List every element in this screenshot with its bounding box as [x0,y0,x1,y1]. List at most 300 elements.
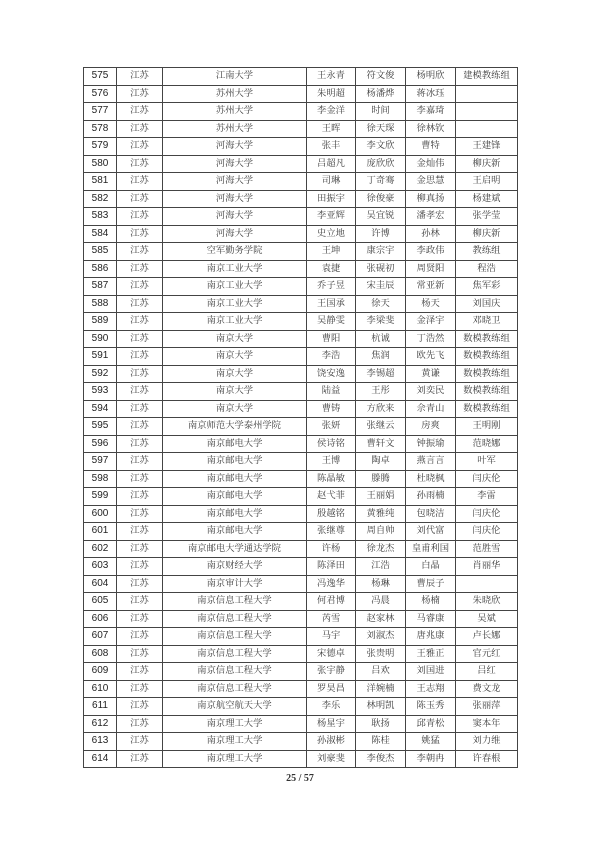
row-number-cell: 614 [84,750,117,768]
province-cell: 江苏 [117,488,163,506]
advisor-cell: 叶军 [456,453,518,471]
member-3-cell: 刘代富 [406,523,456,541]
school-cell: 江南大学 [163,68,307,86]
member-2-cell: 许博 [356,225,406,243]
school-cell: 河海大学 [163,138,307,156]
member-3-cell: 黄谦 [406,365,456,383]
school-cell: 南京审计大学 [163,575,307,593]
table-row [84,155,518,173]
school-cell: 苏州大学 [163,103,307,121]
province-cell: 江苏 [117,120,163,138]
school-cell: 南京邮电大学 [163,470,307,488]
member-2-cell: 王丽娟 [356,488,406,506]
member-1-cell: 张丰 [307,138,356,156]
row-number-cell: 578 [84,120,117,138]
province-cell: 江苏 [117,400,163,418]
table-row [84,295,518,313]
row-number-cell: 611 [84,698,117,716]
row-number-cell: 605 [84,593,117,611]
row-number-cell: 612 [84,715,117,733]
member-3-cell: 潘孝宏 [406,208,456,226]
member-1-cell: 刘豪斐 [307,750,356,768]
advisor-cell: 肖丽华 [456,558,518,576]
advisor-cell [456,103,518,121]
province-cell: 江苏 [117,558,163,576]
advisor-cell: 吕红 [456,663,518,681]
row-number-cell: 580 [84,155,117,173]
advisor-cell: 数模教练组 [456,400,518,418]
advisor-cell: 刘力维 [456,733,518,751]
row-number-cell: 613 [84,733,117,751]
member-1-cell: 宋德卓 [307,645,356,663]
member-1-cell: 李浩 [307,348,356,366]
province-cell: 江苏 [117,68,163,86]
member-2-cell: 时间 [356,103,406,121]
member-1-cell: 张宇静 [307,663,356,681]
row-number-cell: 577 [84,103,117,121]
advisor-cell: 卢长娜 [456,628,518,646]
member-3-cell: 欧先飞 [406,348,456,366]
school-cell: 苏州大学 [163,85,307,103]
table-row [84,243,518,261]
member-2-cell: 耿扬 [356,715,406,733]
member-1-cell: 冯逸华 [307,575,356,593]
advisor-cell: 张丽萍 [456,698,518,716]
school-cell: 南京信息工程大学 [163,593,307,611]
advisor-cell: 闫庆伦 [456,505,518,523]
member-2-cell: 洋婉楠 [356,680,406,698]
province-cell: 江苏 [117,313,163,331]
table-row [84,330,518,348]
member-1-cell: 张妍 [307,418,356,436]
member-2-cell: 李俊杰 [356,750,406,768]
table-row [84,400,518,418]
advisor-cell: 数模教练组 [456,383,518,401]
school-cell: 南京理工大学 [163,733,307,751]
member-1-cell: 侯诗铭 [307,435,356,453]
province-cell: 江苏 [117,540,163,558]
province-cell: 江苏 [117,575,163,593]
table-row [84,313,518,331]
row-number-cell: 591 [84,348,117,366]
member-1-cell: 史立地 [307,225,356,243]
row-number-cell: 585 [84,243,117,261]
row-number-cell: 602 [84,540,117,558]
row-number-cell: 600 [84,505,117,523]
school-cell: 南京大学 [163,330,307,348]
member-3-cell: 陈玉秀 [406,698,456,716]
member-2-cell: 杨琳 [356,575,406,593]
member-3-cell: 金灿伟 [406,155,456,173]
province-cell: 江苏 [117,208,163,226]
row-number-cell: 607 [84,628,117,646]
row-number-cell: 588 [84,295,117,313]
member-1-cell: 许杨 [307,540,356,558]
member-2-cell: 江浩 [356,558,406,576]
member-3-cell: 金思慧 [406,173,456,191]
school-cell: 南京邮电大学通达学院 [163,540,307,558]
member-1-cell: 王博 [307,453,356,471]
province-cell: 江苏 [117,453,163,471]
table-row [84,470,518,488]
member-3-cell: 包晓洁 [406,505,456,523]
table-row [84,628,518,646]
member-3-cell: 佘青山 [406,400,456,418]
table-row [84,120,518,138]
member-1-cell: 殷越铭 [307,505,356,523]
advisor-cell: 邓晓卫 [456,313,518,331]
province-cell: 江苏 [117,418,163,436]
member-3-cell: 皇甫利国 [406,540,456,558]
row-number-cell: 595 [84,418,117,436]
row-number-cell: 597 [84,453,117,471]
province-cell: 江苏 [117,470,163,488]
member-3-cell: 孙林 [406,225,456,243]
member-1-cell: 张继尊 [307,523,356,541]
member-1-cell: 乔子昱 [307,278,356,296]
province-cell: 江苏 [117,278,163,296]
school-cell: 苏州大学 [163,120,307,138]
member-2-cell: 李锡超 [356,365,406,383]
member-1-cell: 王晖 [307,120,356,138]
member-2-cell: 焦润 [356,348,406,366]
table-row [84,225,518,243]
member-2-cell: 张砚初 [356,260,406,278]
table-row [84,523,518,541]
member-2-cell: 黄雅纯 [356,505,406,523]
member-3-cell: 刘奕民 [406,383,456,401]
advisor-cell [456,120,518,138]
member-3-cell: 白晶 [406,558,456,576]
member-2-cell: 吕欢 [356,663,406,681]
advisor-cell: 王明刚 [456,418,518,436]
province-cell: 江苏 [117,523,163,541]
province-cell: 江苏 [117,680,163,698]
province-cell: 江苏 [117,330,163,348]
school-cell: 南京工业大学 [163,260,307,278]
advisor-cell: 官元红 [456,645,518,663]
member-2-cell: 徐俊豪 [356,190,406,208]
member-2-cell: 吴宜锐 [356,208,406,226]
member-1-cell: 曹阳 [307,330,356,348]
table-row [84,540,518,558]
school-cell: 南京理工大学 [163,715,307,733]
member-2-cell: 符文俊 [356,68,406,86]
province-cell: 江苏 [117,505,163,523]
member-3-cell: 徐林钦 [406,120,456,138]
province-cell: 江苏 [117,225,163,243]
advisor-cell: 费文龙 [456,680,518,698]
member-3-cell: 周贤阳 [406,260,456,278]
member-3-cell: 邱青松 [406,715,456,733]
advisor-cell: 建模教练组 [456,68,518,86]
row-number-cell: 596 [84,435,117,453]
member-2-cell: 陈桂 [356,733,406,751]
member-1-cell: 袁捷 [307,260,356,278]
member-1-cell: 马宇 [307,628,356,646]
province-cell: 江苏 [117,733,163,751]
team-roster-table [83,67,518,768]
table-row [84,680,518,698]
row-number-cell: 592 [84,365,117,383]
school-cell: 南京信息工程大学 [163,645,307,663]
member-3-cell: 丁浩然 [406,330,456,348]
school-cell: 南京大学 [163,400,307,418]
advisor-cell [456,575,518,593]
member-3-cell: 房爽 [406,418,456,436]
school-cell: 南京信息工程大学 [163,610,307,628]
row-number-cell: 583 [84,208,117,226]
member-2-cell: 庞欣欣 [356,155,406,173]
member-2-cell: 周自帅 [356,523,406,541]
advisor-cell: 范胜雪 [456,540,518,558]
table-row [84,190,518,208]
member-3-cell: 燕言言 [406,453,456,471]
table-row [84,138,518,156]
member-3-cell: 李政伟 [406,243,456,261]
advisor-cell: 朱晓欣 [456,593,518,611]
table-row [84,593,518,611]
school-cell: 南京师范大学泰州学院 [163,418,307,436]
advisor-cell: 程浩 [456,260,518,278]
member-1-cell: 曹铸 [307,400,356,418]
province-cell: 江苏 [117,155,163,173]
member-3-cell: 李朝冉 [406,750,456,768]
table-row [84,208,518,226]
member-2-cell: 王彤 [356,383,406,401]
row-number-cell: 586 [84,260,117,278]
table-row [84,610,518,628]
school-cell: 南京航空航天大学 [163,698,307,716]
member-1-cell: 吴静雯 [307,313,356,331]
member-3-cell: 李嘉琦 [406,103,456,121]
member-2-cell: 林明凯 [356,698,406,716]
member-2-cell: 赵家林 [356,610,406,628]
table-row [84,278,518,296]
member-2-cell: 滕腾 [356,470,406,488]
province-cell: 江苏 [117,295,163,313]
province-cell: 江苏 [117,715,163,733]
province-cell: 江苏 [117,593,163,611]
member-2-cell: 宋圭辰 [356,278,406,296]
row-number-cell: 590 [84,330,117,348]
member-3-cell: 唐兆康 [406,628,456,646]
member-1-cell: 饶安逸 [307,365,356,383]
member-3-cell: 常亚新 [406,278,456,296]
page-number: 25 / 57 [286,773,314,784]
province-cell: 江苏 [117,103,163,121]
school-cell: 南京工业大学 [163,313,307,331]
member-2-cell: 李文欣 [356,138,406,156]
row-number-cell: 599 [84,488,117,506]
advisor-cell: 李雷 [456,488,518,506]
province-cell: 江苏 [117,610,163,628]
member-1-cell: 李乐 [307,698,356,716]
advisor-cell: 王建锋 [456,138,518,156]
advisor-cell: 王启明 [456,173,518,191]
school-cell: 南京邮电大学 [163,505,307,523]
member-1-cell: 王国承 [307,295,356,313]
member-3-cell: 马睿康 [406,610,456,628]
advisor-cell: 杨建斌 [456,190,518,208]
school-cell: 河海大学 [163,208,307,226]
member-1-cell: 田振宇 [307,190,356,208]
table-row [84,453,518,471]
advisor-cell: 柳庆新 [456,155,518,173]
advisor-cell: 闫庆伦 [456,470,518,488]
table-row [84,558,518,576]
member-2-cell: 徐天琛 [356,120,406,138]
school-cell: 南京大学 [163,365,307,383]
member-1-cell: 孙淑彬 [307,733,356,751]
member-3-cell: 曹辰子 [406,575,456,593]
member-3-cell: 蒋冰珏 [406,85,456,103]
province-cell: 江苏 [117,435,163,453]
member-3-cell: 杨明欣 [406,68,456,86]
province-cell: 江苏 [117,85,163,103]
province-cell: 江苏 [117,348,163,366]
row-number-cell: 608 [84,645,117,663]
province-cell: 江苏 [117,173,163,191]
row-number-cell: 584 [84,225,117,243]
row-number-cell: 589 [84,313,117,331]
row-number-cell: 609 [84,663,117,681]
row-number-cell: 581 [84,173,117,191]
province-cell: 江苏 [117,663,163,681]
table-row [84,488,518,506]
member-2-cell: 曹轩文 [356,435,406,453]
advisor-cell: 窦本年 [456,715,518,733]
member-1-cell: 陈泽田 [307,558,356,576]
member-2-cell: 徐龙杰 [356,540,406,558]
school-cell: 南京工业大学 [163,295,307,313]
province-cell: 江苏 [117,243,163,261]
table-row [84,698,518,716]
row-number-cell: 575 [84,68,117,86]
table-row [84,733,518,751]
member-1-cell: 王坤 [307,243,356,261]
advisor-cell: 吴斌 [456,610,518,628]
table-row [84,645,518,663]
school-cell: 南京邮电大学 [163,453,307,471]
table-row [84,383,518,401]
member-2-cell: 杨潘烨 [356,85,406,103]
table-row [84,68,518,86]
province-cell: 江苏 [117,750,163,768]
advisor-cell: 许春根 [456,750,518,768]
advisor-cell: 教练组 [456,243,518,261]
table-body [84,68,518,768]
member-1-cell: 司琳 [307,173,356,191]
school-cell: 河海大学 [163,173,307,191]
member-2-cell: 杭诚 [356,330,406,348]
school-cell: 南京财经大学 [163,558,307,576]
school-cell: 南京邮电大学 [163,523,307,541]
school-cell: 南京信息工程大学 [163,663,307,681]
school-cell: 河海大学 [163,190,307,208]
member-3-cell: 曹特 [406,138,456,156]
row-number-cell: 579 [84,138,117,156]
school-cell: 南京邮电大学 [163,435,307,453]
row-number-cell: 576 [84,85,117,103]
member-3-cell: 柳真扬 [406,190,456,208]
school-cell: 南京工业大学 [163,278,307,296]
member-3-cell: 刘国进 [406,663,456,681]
school-cell: 南京大学 [163,383,307,401]
row-number-cell: 593 [84,383,117,401]
school-cell: 河海大学 [163,155,307,173]
province-cell: 江苏 [117,365,163,383]
member-1-cell: 何君博 [307,593,356,611]
member-2-cell: 康宗宇 [356,243,406,261]
member-3-cell: 金泽宇 [406,313,456,331]
advisor-cell: 焦军彩 [456,278,518,296]
advisor-cell: 刘国庆 [456,295,518,313]
row-number-cell: 582 [84,190,117,208]
member-1-cell: 朱明超 [307,85,356,103]
province-cell: 江苏 [117,645,163,663]
member-1-cell: 吕超凡 [307,155,356,173]
member-3-cell: 杨楠 [406,593,456,611]
member-3-cell: 杜晓枫 [406,470,456,488]
member-1-cell: 赵弋菲 [307,488,356,506]
school-cell: 空军勤务学院 [163,243,307,261]
advisor-cell: 数模教练组 [456,330,518,348]
row-number-cell: 587 [84,278,117,296]
member-3-cell: 孙雨楠 [406,488,456,506]
school-cell: 南京信息工程大学 [163,628,307,646]
province-cell: 江苏 [117,190,163,208]
row-number-cell: 601 [84,523,117,541]
member-1-cell: 陈晶敏 [307,470,356,488]
member-3-cell: 王志翔 [406,680,456,698]
advisor-cell: 数模教练组 [456,348,518,366]
school-cell: 南京邮电大学 [163,488,307,506]
member-2-cell: 丁奇骞 [356,173,406,191]
member-1-cell: 李亚辉 [307,208,356,226]
member-2-cell: 张贵明 [356,645,406,663]
member-2-cell: 刘淑杰 [356,628,406,646]
member-2-cell: 冯晨 [356,593,406,611]
table-row [84,173,518,191]
row-number-cell: 594 [84,400,117,418]
member-1-cell: 杨星宇 [307,715,356,733]
table-row [84,260,518,278]
member-2-cell: 李梁斐 [356,313,406,331]
table-row [84,750,518,768]
member-3-cell: 姚猛 [406,733,456,751]
table-row [84,575,518,593]
member-1-cell: 王永青 [307,68,356,86]
member-3-cell: 钟振瑜 [406,435,456,453]
table-row [84,435,518,453]
advisor-cell: 范晓娜 [456,435,518,453]
member-1-cell: 罗昊昌 [307,680,356,698]
table-row [84,715,518,733]
member-3-cell: 王雅正 [406,645,456,663]
province-cell: 江苏 [117,383,163,401]
advisor-cell [456,85,518,103]
member-2-cell: 方欣来 [356,400,406,418]
row-number-cell: 604 [84,575,117,593]
row-number-cell: 606 [84,610,117,628]
advisor-cell: 柳庆新 [456,225,518,243]
province-cell: 江苏 [117,698,163,716]
school-cell: 南京大学 [163,348,307,366]
member-3-cell: 杨天 [406,295,456,313]
row-number-cell: 610 [84,680,117,698]
school-cell: 南京理工大学 [163,750,307,768]
